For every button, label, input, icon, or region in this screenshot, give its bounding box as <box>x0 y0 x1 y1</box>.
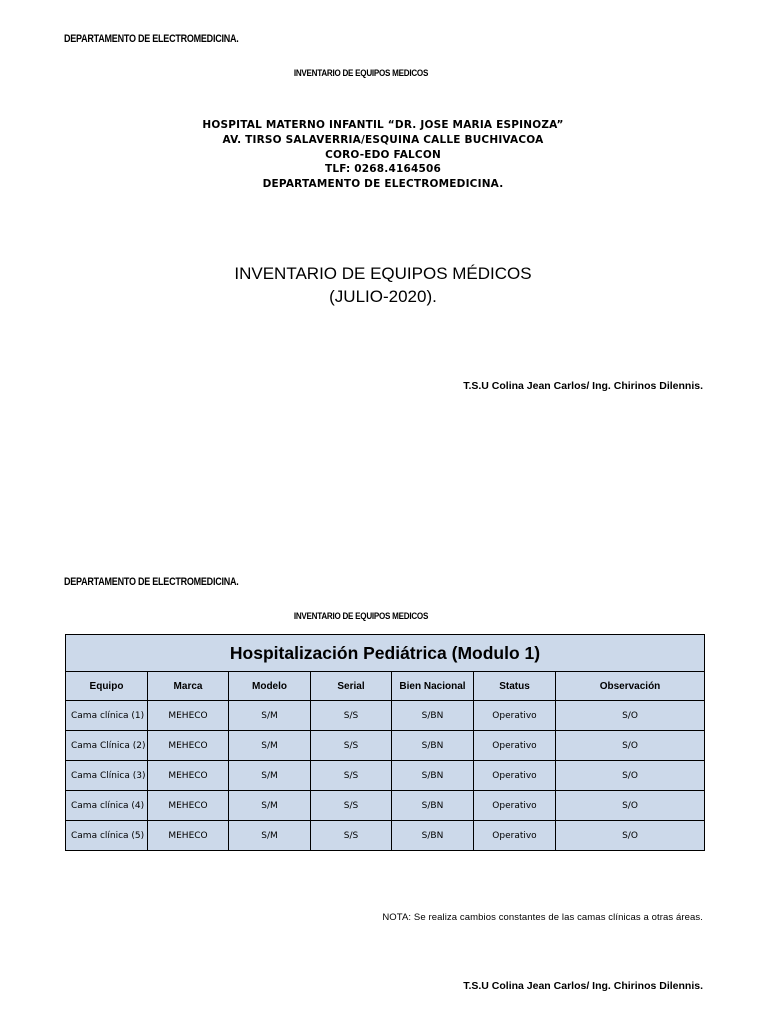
cell-modelo: S/M <box>229 761 311 791</box>
cell-status: Operativo <box>474 731 556 761</box>
cell-bien-nacional: S/BN <box>392 731 474 761</box>
hospital-info-block <box>0 118 766 192</box>
cell-modelo: S/M <box>229 821 311 851</box>
column-header-serial: Serial <box>311 672 392 701</box>
cell-serial: S/S <box>311 791 392 821</box>
note-text: NOTA: Se realiza cambios constantes de las camas clínicas a otras áreas. <box>382 912 703 923</box>
inventory-header-2: INVENTARIO DE EQUIPOS MEDICOS <box>293 611 428 622</box>
cell-bien-nacional: S/BN <box>392 791 474 821</box>
column-header-modelo: Modelo <box>229 672 311 701</box>
cell-modelo: S/M <box>229 701 311 731</box>
cell-status: Operativo <box>474 821 556 851</box>
cell-serial: S/S <box>311 761 392 791</box>
cell-equipo: Cama Clínica (2) <box>66 731 148 761</box>
hospital-name: HOSPITAL MATERNO INFANTIL “DR. JOSE MARIA ESPINOZA” <box>202 119 564 131</box>
cell-marca: MEHECO <box>148 731 229 761</box>
department-header: DEPARTAMENTO DE ELECTROMEDICINA. <box>64 33 239 45</box>
hospital-address: AV. TIRSO SALAVERRIA/ESQUINA CALLE BUCHIVACOA <box>222 133 544 146</box>
table-title: Hospitalización Pediátrica (Modulo 1) <box>66 635 705 672</box>
cell-equipo: Cama clínica (1) <box>66 701 148 731</box>
hospital-city: CORO-EDO FALCON <box>325 148 441 161</box>
cell-observacion: S/O <box>556 731 705 761</box>
cell-observacion: S/O <box>556 791 705 821</box>
cell-equipo: Cama clínica (5) <box>66 821 148 851</box>
cell-bien-nacional: S/BN <box>392 701 474 731</box>
cell-observacion: S/O <box>556 701 705 731</box>
title-line-2: (JULIO-2020). <box>329 287 437 306</box>
column-header-status: Status <box>474 672 556 701</box>
department-header-2: DEPARTAMENTO DE ELECTROMEDICINA. <box>64 576 239 588</box>
cell-bien-nacional: S/BN <box>392 761 474 791</box>
table-row <box>66 761 705 791</box>
cell-marca: MEHECO <box>148 761 229 791</box>
hospital-department: DEPARTAMENTO DE ELECTROMEDICINA. <box>262 178 504 191</box>
table-row <box>66 791 705 821</box>
column-header-marca: Marca <box>148 672 229 701</box>
cell-modelo: S/M <box>229 731 311 761</box>
document-title <box>0 262 766 308</box>
cell-marca: MEHECO <box>148 791 229 821</box>
cell-marca: MEHECO <box>148 821 229 851</box>
cell-status: Operativo <box>474 701 556 731</box>
title-line-1: INVENTARIO DE EQUIPOS MÉDICOS <box>234 264 532 283</box>
table-row <box>66 731 705 761</box>
cell-serial: S/S <box>311 701 392 731</box>
hospital-phone: TLF: 0268.4164506 <box>324 163 442 176</box>
table-title-row <box>66 635 705 672</box>
cell-bien-nacional: S/BN <box>392 821 474 851</box>
inventory-header: INVENTARIO DE EQUIPOS MEDICOS <box>293 68 428 79</box>
signature: T.S.U Colina Jean Carlos/ Ing. Chirinos Dilennis. <box>463 380 703 392</box>
cell-modelo: S/M <box>229 791 311 821</box>
cell-equipo: Cama clínica (4) <box>66 791 148 821</box>
cell-equipo: Cama Clínica (3) <box>66 761 148 791</box>
table-header-row <box>66 672 705 701</box>
column-header-observacion: Observación <box>556 672 705 701</box>
cell-observacion: S/O <box>556 761 705 791</box>
cell-status: Operativo <box>474 791 556 821</box>
signature-2: T.S.U Colina Jean Carlos/ Ing. Chirinos Dilennis. <box>463 980 703 992</box>
cell-serial: S/S <box>311 821 392 851</box>
column-header-equipo: Equipo <box>66 672 148 701</box>
cell-status: Operativo <box>474 761 556 791</box>
cell-observacion: S/O <box>556 821 705 851</box>
table-row <box>66 701 705 731</box>
cell-marca: MEHECO <box>148 701 229 731</box>
table-row <box>66 821 705 851</box>
cell-serial: S/S <box>311 731 392 761</box>
column-header-bien-nacional: Bien Nacional <box>392 672 474 701</box>
inventory-table <box>65 634 705 851</box>
